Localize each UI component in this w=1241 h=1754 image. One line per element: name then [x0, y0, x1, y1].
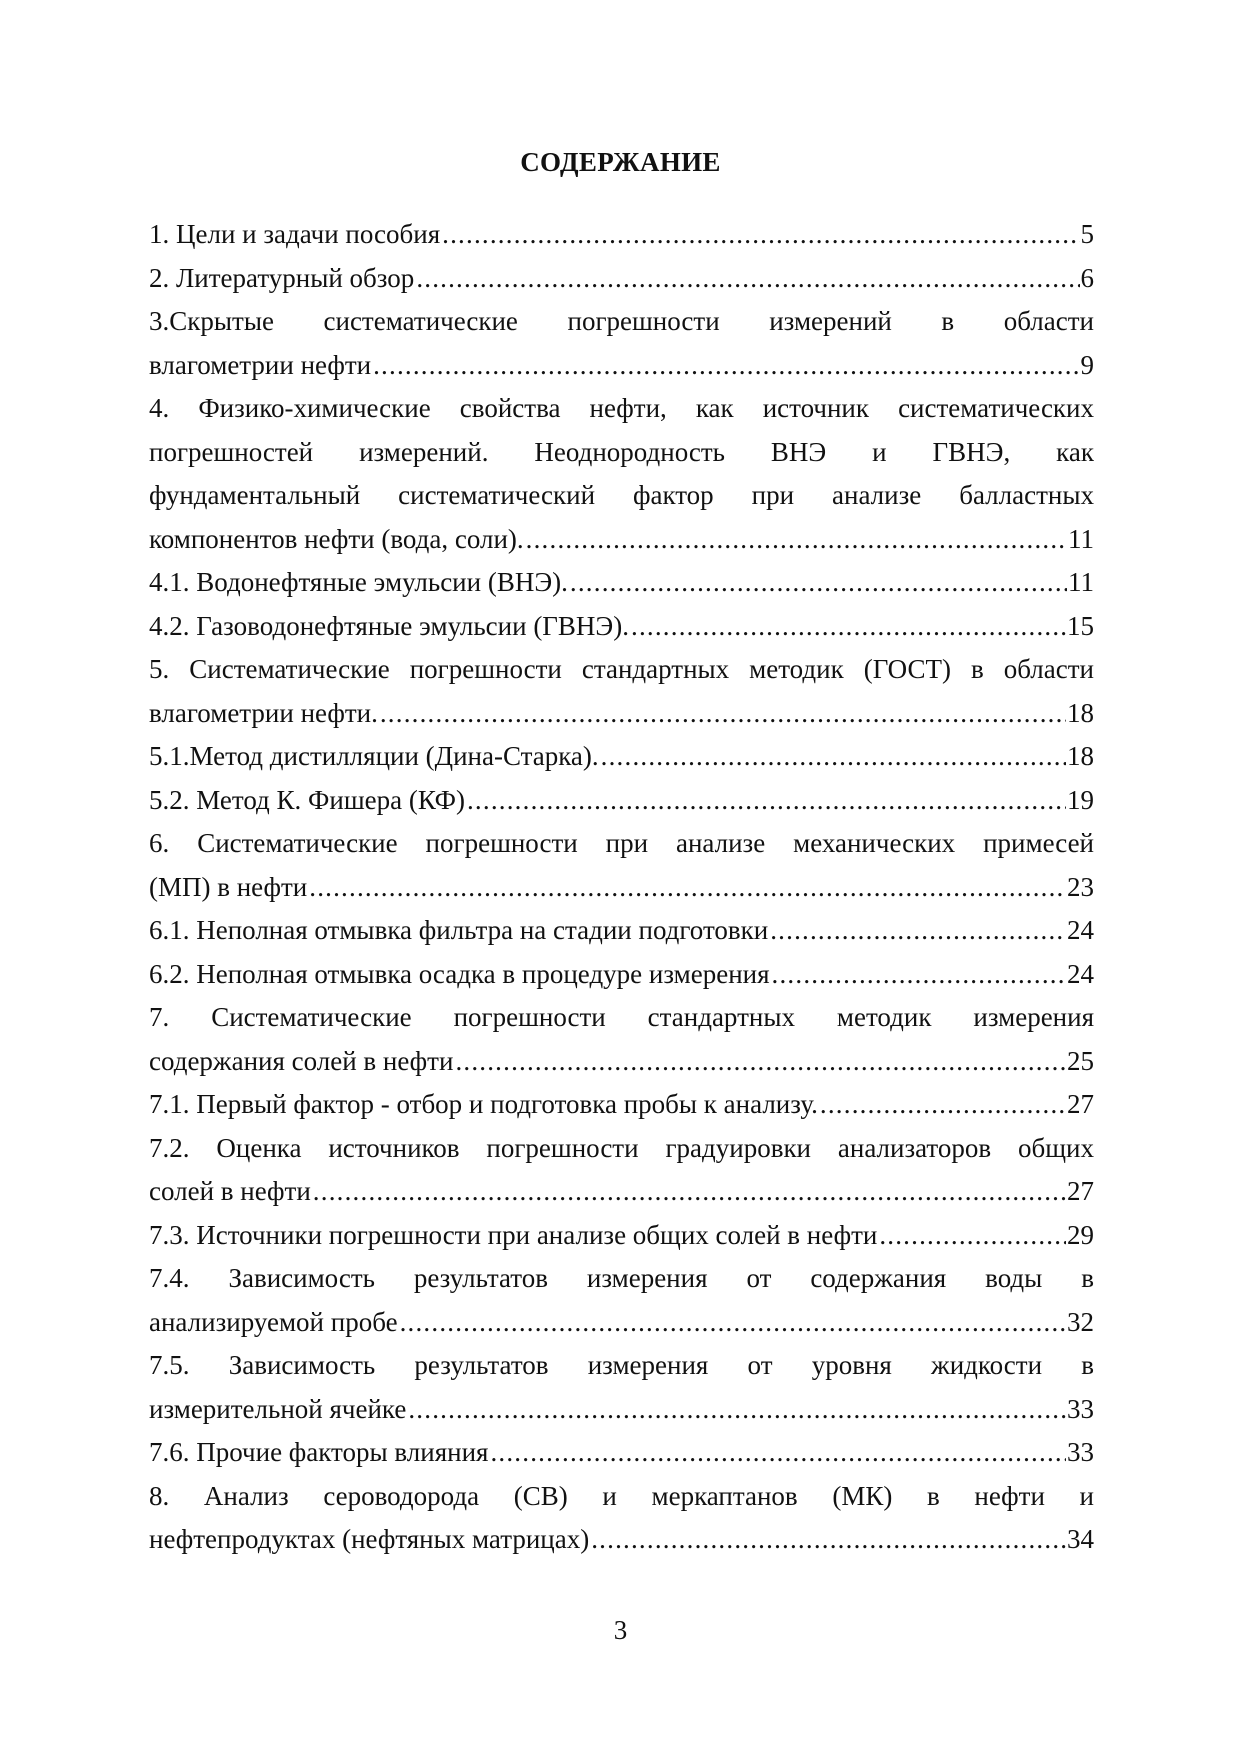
toc-entry-title: содержания солей в нефти [149, 1045, 454, 1076]
toc-entry-page: 9 [1080, 349, 1094, 380]
toc-entry-last-line [149, 605, 1094, 649]
toc-entry[interactable] [149, 387, 1094, 561]
toc-entry[interactable] [149, 1431, 1094, 1475]
toc-entry[interactable] [149, 1475, 1094, 1562]
toc-entry-title: 7.3. Источники погрешности при анализе общих солей в нефти [149, 1219, 878, 1250]
toc-entry-page: 6 [1080, 262, 1094, 293]
toc-entry-last-line [149, 1214, 1094, 1258]
toc-entry[interactable] [149, 953, 1094, 997]
toc-entry[interactable] [149, 779, 1094, 823]
toc-entry-page: 23 [1067, 871, 1094, 902]
toc-entry-line [149, 996, 1094, 1040]
toc-entry-line [149, 1127, 1094, 1171]
toc-title: СОДЕРЖАНИЕ [520, 147, 721, 177]
dot-leader [380, 692, 1066, 736]
table-of-contents [149, 213, 1094, 1562]
toc-entry-title: 5.1.Метод дистилляции (Дина-Старка). [149, 741, 599, 771]
toc-entry-page: 24 [1067, 915, 1094, 945]
dot-leader [408, 1388, 1066, 1432]
toc-entry-page: 11 [1068, 567, 1094, 597]
toc-entry-last-line [149, 1040, 1094, 1084]
toc-entry-title: 4.1. Водонефтяные эмульсии (ВНЭ). [149, 567, 568, 597]
dot-leader [879, 1214, 1066, 1258]
toc-entry-title: 1. Цели и задачи пособия [149, 219, 441, 249]
toc-entry-last-line [149, 1518, 1094, 1562]
toc-entry[interactable] [149, 213, 1094, 257]
toc-entry-last-line [149, 866, 1094, 910]
dot-leader [467, 779, 1066, 823]
toc-entry-page: 18 [1067, 697, 1094, 728]
toc-entry-line [149, 1257, 1094, 1301]
toc-entry[interactable] [149, 1214, 1094, 1258]
toc-entry-last-line [149, 909, 1094, 953]
toc-entry-last-line [149, 1431, 1094, 1475]
dot-leader [442, 213, 1079, 257]
dot-leader [373, 344, 1079, 388]
dot-leader [313, 1170, 1066, 1214]
toc-entry-page: 19 [1067, 784, 1094, 815]
toc-entry-text: 7. Систематические погрешности стандартных методик измерения [149, 1002, 1094, 1032]
toc-entry[interactable] [149, 822, 1094, 909]
toc-entry-page: 11 [1068, 523, 1094, 554]
toc-entry-title: анализируемой пробе [149, 1306, 398, 1337]
toc-entry-page: 15 [1067, 610, 1094, 641]
toc-entry-last-line [149, 561, 1094, 605]
toc-entry-last-line [149, 344, 1094, 388]
toc-entry-page: 18 [1067, 741, 1094, 771]
toc-entry-line [149, 1475, 1094, 1519]
dot-leader [601, 735, 1066, 779]
toc-entry-title: солей в нефти [149, 1176, 311, 1206]
toc-entry-line [149, 822, 1094, 866]
toc-entry[interactable] [149, 257, 1094, 301]
toc-entry-last-line [149, 692, 1094, 736]
toc-entry-last-line [149, 257, 1094, 301]
toc-entry-line [149, 431, 1094, 475]
toc-entry-page: 33 [1067, 1393, 1094, 1424]
dot-leader [770, 909, 1066, 953]
toc-entry-page: 5 [1080, 219, 1094, 249]
toc-entry-title: 6.1. Неполная отмывка фильтра на стадии подготовки [149, 915, 769, 945]
toc-entry-text: 6. Систематические погрешности при анализе механических примесей [149, 828, 1094, 858]
dot-leader [591, 1518, 1066, 1562]
toc-entry-last-line [149, 1388, 1094, 1432]
toc-entry-text: 7.2. Оценка источников погрешности градуировки анализаторов общих [149, 1132, 1094, 1163]
toc-entry-text: фундаментальный систематический фактор при анализе балластных [149, 480, 1094, 510]
toc-entry-title: 7.6. Прочие факторы влияния [149, 1437, 489, 1467]
toc-entry[interactable] [149, 1083, 1094, 1127]
toc-entry[interactable] [149, 909, 1094, 953]
toc-entry-title: 7.1. Первый фактор - отбор и подготовка пробы к анализу. [149, 1089, 818, 1119]
toc-entry-title: 6.2. Неполная отмывка осадка в процедуре измерения [149, 958, 770, 989]
toc-entry-last-line [149, 735, 1094, 779]
toc-entry[interactable] [149, 648, 1094, 735]
toc-entry-title: 2. Литературный обзор [149, 262, 415, 293]
toc-entry-title: 4.2. Газоводонефтяные эмульсии (ГВНЭ). [149, 610, 629, 641]
dot-leader [455, 1040, 1066, 1084]
toc-entry[interactable] [149, 605, 1094, 649]
toc-entry[interactable] [149, 1127, 1094, 1214]
toc-entry-title: нефтепродуктах (нефтяных матрицах) [149, 1524, 590, 1554]
toc-entry[interactable] [149, 1257, 1094, 1344]
toc-entry-page: 32 [1067, 1306, 1094, 1337]
toc-entry-text: 8. Анализ сероводорода (СВ) и меркаптанов (МК) в нефти и [149, 1480, 1094, 1511]
dot-leader [631, 605, 1066, 649]
toc-entry-title: 5.2. Метод К. Фишера (КФ) [149, 784, 465, 815]
page-number: 3 [613, 1615, 628, 1645]
toc-entry-last-line [149, 953, 1094, 997]
toc-entry-text: 5. Систематические погрешности стандартных методик (ГОСТ) в области [149, 654, 1094, 684]
toc-entry[interactable] [149, 996, 1094, 1083]
toc-entry-title: компонентов нефти (вода, соли). [149, 523, 524, 554]
toc-entry-line [149, 648, 1094, 692]
toc-entry-page: 29 [1067, 1219, 1094, 1250]
toc-entry-text: погрешностей измерений. Неоднородность ВНЭ и ГВНЭ, как [149, 436, 1094, 467]
toc-entry-last-line [149, 1301, 1094, 1345]
toc-entry-line [149, 300, 1094, 344]
toc-entry-page: 33 [1067, 1437, 1094, 1467]
toc-entry-title: измерительной ячейке [149, 1393, 407, 1424]
toc-entry-last-line [149, 1170, 1094, 1214]
dot-leader [526, 518, 1067, 562]
toc-entry-page: 25 [1067, 1045, 1094, 1076]
dot-leader [772, 953, 1066, 997]
toc-entry[interactable] [149, 1344, 1094, 1431]
toc-entry-last-line [149, 1083, 1094, 1127]
toc-entry-title: (МП) в нефти [149, 871, 308, 902]
dot-leader [570, 561, 1067, 605]
toc-entry-page: 24 [1067, 958, 1094, 989]
toc-entry-last-line [149, 779, 1094, 823]
toc-entry-title: влагометрии нефти. [149, 697, 378, 728]
toc-entry-page: 34 [1067, 1524, 1094, 1554]
toc-entry-last-line [149, 518, 1094, 562]
toc-entry[interactable] [149, 735, 1094, 779]
toc-entry-line [149, 474, 1094, 518]
dot-leader [820, 1083, 1066, 1127]
toc-entry-text: 4. Физико-химические свойства нефти, как источник систематических [149, 393, 1094, 423]
toc-entry-line [149, 1344, 1094, 1388]
dot-leader [309, 866, 1066, 910]
toc-entry-text: 3.Скрытые систематические погрешности измерений в области [149, 306, 1094, 336]
toc-entry-last-line [149, 213, 1094, 257]
toc-entry-line [149, 387, 1094, 431]
toc-entry-text: 7.4. Зависимость результатов измерения от содержания воды в [149, 1263, 1094, 1293]
dot-leader [416, 257, 1079, 301]
toc-entry-page: 27 [1067, 1089, 1094, 1119]
toc-entry-page: 27 [1067, 1176, 1094, 1206]
toc-entry[interactable] [149, 300, 1094, 387]
toc-entry-title: влагометрии нефти [149, 349, 372, 380]
dot-leader [490, 1431, 1066, 1475]
toc-entry-text: 7.5. Зависимость результатов измерения от уровня жидкости в [149, 1350, 1094, 1380]
dot-leader [400, 1301, 1066, 1345]
toc-entry[interactable] [149, 561, 1094, 605]
